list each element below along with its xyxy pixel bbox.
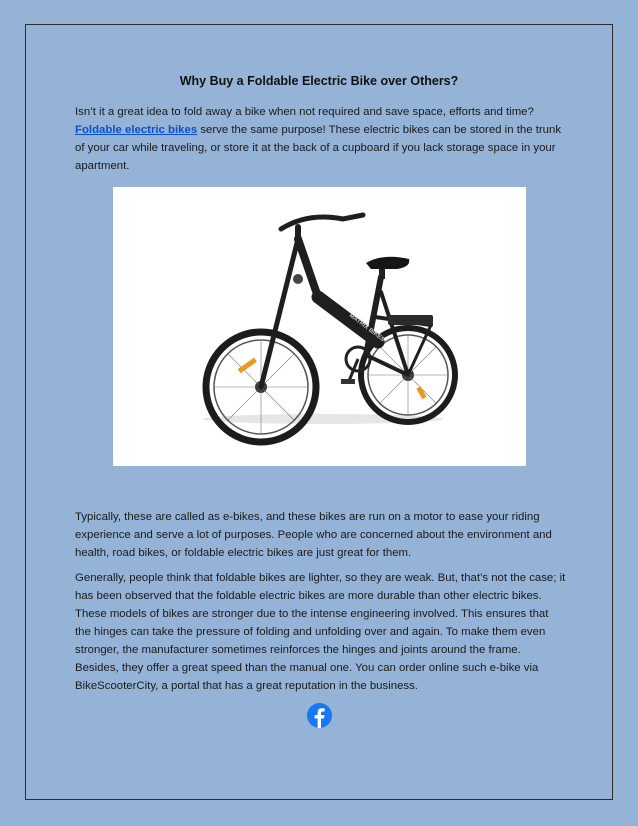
bike-photo (113, 187, 526, 466)
foldable-electric-bikes-link[interactable]: Foldable electric bikes (75, 124, 198, 136)
intro-text: Isn’t it a great idea to fold away a bike when not required and save space, efforts and time? (75, 106, 534, 118)
body-paragraph-2: Generally, people think that foldable bikes are lighter, so they are weak. But, that’s not the case; it has been observed that the foldable electric bikes are more durable than other electric bikes. These models of bikes are stronger due to the intense engineering involved. This ensures that the hinges can take the pressure of folding and unfolding over and again. To make them even stronger, the manufacturer sometimes reinforces the hinges and joints around the frame. Besides, they offer a great speed than the manual one. You can order online such e-bike via BikeScooterCity, a portal that has a great reputation in the business. (75, 572, 566, 692)
intro-paragraph (75, 103, 567, 175)
intro-rest-text: serve the same purpose! These electric bikes can be stored in the trunk of your car while traveling, or store it at the back of a cupboard if you lack storage space in your apartment. (75, 124, 562, 172)
facebook-icon[interactable] (307, 703, 332, 728)
headlight (293, 274, 303, 284)
saddle (366, 257, 409, 269)
battery (388, 315, 433, 325)
bike-illustration (113, 187, 526, 466)
page-title: Why Buy a Foldable Electric Bike over Others? (179, 74, 459, 88)
body-paragraph-1: Typically, these are called as e-bikes, and these bikes are run on a motor to ease your riding experience and serve a lot of purposes. People who are concerned about the environment and health, road bikes, or foldable electric bikes are just great for them. (75, 511, 552, 559)
bike-frame-label: MATRIX BIKES (347, 312, 386, 344)
